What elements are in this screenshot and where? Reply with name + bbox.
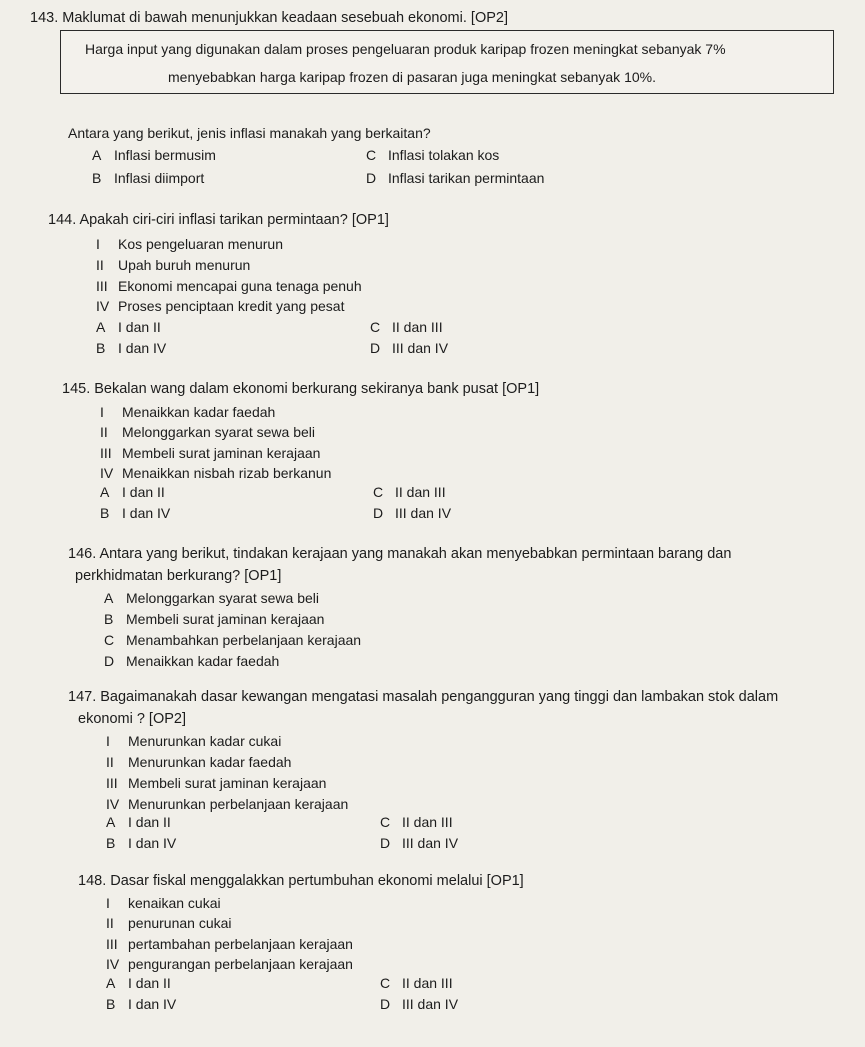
q143-info-box	[60, 30, 834, 94]
q147-option-b[interactable]: B I dan IV	[106, 835, 177, 851]
q145-item-4: IV Menaikkan nisbah rizab berkanun	[100, 465, 332, 481]
q146-option-d[interactable]: D Menaikkan kadar faedah	[104, 653, 280, 669]
q148-item-3: III pertambahan perbelanjaan kerajaan	[106, 936, 353, 952]
q144-option-b[interactable]: B I dan IV	[96, 340, 167, 356]
q146-option-a[interactable]: A Melonggarkan syarat sewa beli	[104, 590, 319, 606]
q145-option-d[interactable]: D III dan IV	[373, 505, 452, 521]
q147-option-d[interactable]: D III dan IV	[380, 835, 459, 851]
q146-stem-line2: perkhidmatan berkurang? [OP1]	[75, 568, 282, 584]
q145-option-b[interactable]: B I dan IV	[100, 505, 171, 521]
q143-question: Antara yang berikut, jenis inflasi manakah yang berkaitan?	[68, 125, 431, 141]
q144-option-c[interactable]: C II dan III	[370, 319, 443, 335]
q146-option-b[interactable]: B Membeli surat jaminan kerajaan	[104, 611, 325, 627]
q146-stem-line1: 146. Antara yang berikut, tindakan kerajaan yang manakah akan menyebabkan permintaan barang dan	[68, 546, 732, 562]
q148-option-a[interactable]: A I dan II	[106, 975, 171, 991]
q143-box-line1: Harga input yang digunakan dalam proses pengeluaran produk karipap frozen meningkat sebanyak 7%	[85, 41, 726, 57]
q143-option-c[interactable]: C Inflasi tolakan kos	[366, 147, 500, 163]
q145-item-3: III Membeli surat jaminan kerajaan	[100, 445, 321, 461]
q147-item-4: IV Menurunkan perbelanjaan kerajaan	[106, 796, 349, 812]
q144-item-4: IV Proses penciptaan kredit yang pesat	[96, 298, 345, 314]
q145-option-c[interactable]: C II dan III	[373, 484, 446, 500]
q145-option-a[interactable]: A I dan II	[100, 484, 165, 500]
q147-item-2: II Menurunkan kadar faedah	[106, 754, 292, 770]
q146-option-c[interactable]: C Menambahkan perbelanjaan kerajaan	[104, 632, 362, 648]
q148-option-b[interactable]: B I dan IV	[106, 996, 177, 1012]
q147-item-1: I Menurunkan kadar cukai	[106, 733, 282, 749]
q145-item-2: II Melonggarkan syarat sewa beli	[100, 424, 315, 440]
q148-item-1: I kenaikan cukai	[106, 895, 221, 911]
q147-option-a[interactable]: A I dan II	[106, 814, 171, 830]
q147-stem-line1: 147. Bagaimanakah dasar kewangan mengatasi masalah pengangguran yang tinggi dan lambakan stok dalam	[68, 689, 779, 705]
q144-item-3: III Ekonomi mencapai guna tenaga penuh	[96, 278, 362, 294]
q148-item-4: IV pengurangan perbelanjaan kerajaan	[106, 956, 353, 972]
q144-option-d[interactable]: D III dan IV	[370, 340, 449, 356]
q143-box-line2: menyebabkan harga karipap frozen di pasaran juga meningkat sebanyak 10%.	[168, 69, 656, 85]
q143-option-d[interactable]: D Inflasi tarikan permintaan	[366, 170, 545, 186]
q148-stem: 148. Dasar fiskal menggalakkan pertumbuhan ekonomi melalui [OP1]	[78, 873, 524, 889]
q145-stem: 145. Bekalan wang dalam ekonomi berkurang sekiranya bank pusat [OP1]	[62, 381, 540, 397]
q143-option-a[interactable]: A Inflasi bermusim	[92, 147, 216, 163]
q144-stem: 144. Apakah ciri-ciri inflasi tarikan permintaan? [OP1]	[48, 212, 389, 228]
q147-stem-line2: ekonomi ? [OP2]	[78, 711, 186, 727]
q148-option-c[interactable]: C II dan III	[380, 975, 453, 991]
q147-item-3: III Membeli surat jaminan kerajaan	[106, 775, 327, 791]
q143-stem: 143. Maklumat di bawah menunjukkan keadaan sesebuah ekonomi. [OP2]	[30, 10, 508, 26]
q148-item-2: II penurunan cukai	[106, 915, 232, 931]
q145-item-1: I Menaikkan kadar faedah	[100, 404, 276, 420]
q148-option-d[interactable]: D III dan IV	[380, 996, 459, 1012]
q144-item-1: I Kos pengeluaran menurun	[96, 236, 284, 252]
q147-option-c[interactable]: C II dan III	[380, 814, 453, 830]
q144-item-2: II Upah buruh menurun	[96, 257, 251, 273]
q144-option-a[interactable]: A I dan II	[96, 319, 161, 335]
q143-option-b[interactable]: B Inflasi diimport	[92, 170, 205, 186]
